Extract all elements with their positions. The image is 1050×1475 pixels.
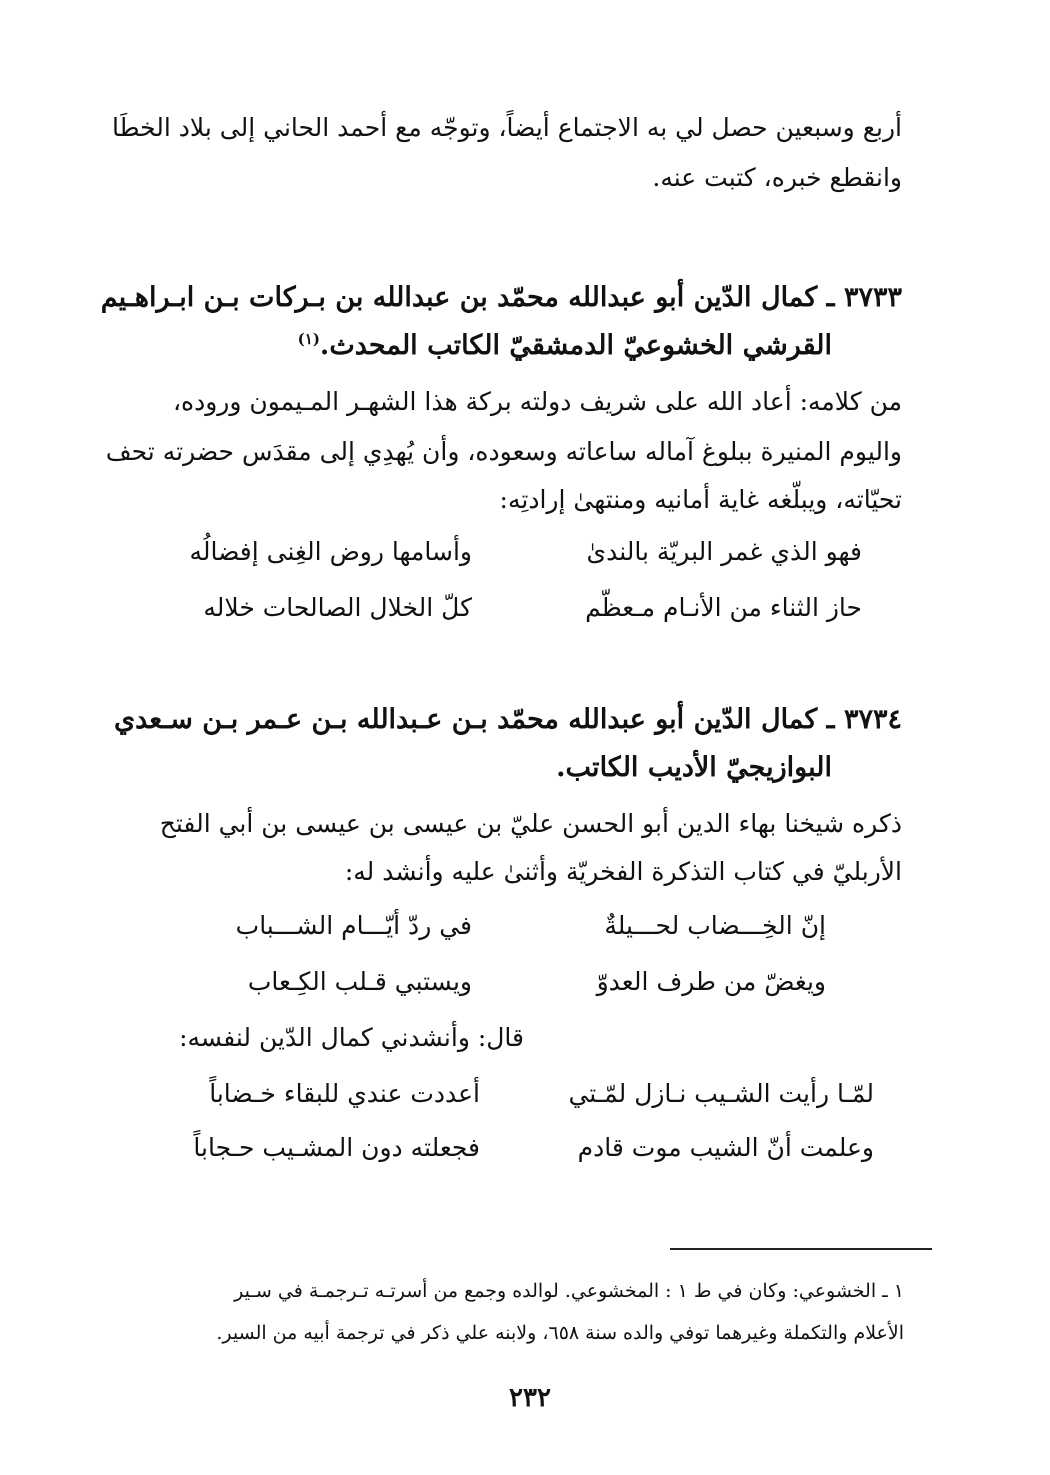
verse-hemistich-first: ويغضّ من طرف العدوّ xyxy=(596,967,826,996)
entry-3733-heading-line-2 xyxy=(298,326,832,366)
entry-3734-said-line: قال: وأنشدني كمال الدّين لنفسه: xyxy=(179,1023,524,1052)
verse-hemistich-second: وأسامها روض الغِنى إفضالُه xyxy=(189,537,472,566)
entry-3733-body-line-1: من كلامه: أعاد الله على شريف دولته بركة هذا الشهـر المـيمون وروده، xyxy=(172,387,902,416)
entry-3734-heading-line-2: البوازيجيّ الأديب الكاتب. xyxy=(556,752,832,783)
entry-3734-body-line-2: الأربليّ في كتاب التذكرة الفخريّة وأثنىٰ عليه وأنشد له: xyxy=(344,857,902,886)
footnote-line-1: ١ ـ الخشوعي: وكان في ط ١ : المخشوعي. لوالده وجمع من أسرتـه تـرجمـة في سـير xyxy=(234,1280,904,1302)
verse-hemistich-first: وعلمت أنّ الشيب موت قادم xyxy=(577,1133,874,1162)
entry-3733-body-line-3: تحيّاته، ويبلّغه غاية أمانيه ومنتهىٰ إرادتِه: xyxy=(499,485,902,514)
verse-hemistich-second: أعددت عندي للبقاء خـضاباً xyxy=(209,1079,480,1108)
entry-3734-body-line-1: ذكره شيخنا بهاء الدين أبو الحسن عليّ بن عيسى بن عيسى بن أبي الفتح xyxy=(159,809,902,838)
verse-hemistich-second: كلّ الخلال الصالحات خلاله xyxy=(203,593,472,622)
footnote-marker: (١) xyxy=(297,330,320,348)
verse-hemistich-second: ويستبي قـلب الكِـعاب xyxy=(247,967,472,996)
entry-3734-heading-line-1: ٣٧٣٤ ـ كمال الدّين أبو عبدالله محمّد بـن عـبدالله بـن عـمر بـن سـعدي xyxy=(113,704,902,735)
page-number: ٢٣٢ xyxy=(509,1383,551,1413)
verse-hemistich-first: حاز الثناء من الأنـام مـعظّم xyxy=(585,593,862,622)
verse-hemistich-first: إنّ الخِـــضاب لحـــيلةٌ xyxy=(604,911,826,940)
intro-line-2: وانقطع خبره، كتبت عنه. xyxy=(652,163,902,192)
verse-hemistich-second: فجعلته دون المشـيب حـجاباً xyxy=(193,1133,480,1162)
verse-hemistich-first: فهو الذي غمر البريّة بالندىٰ xyxy=(586,537,862,566)
verse-hemistich-second: في ردّ أيّـــام الشـــباب xyxy=(235,911,472,940)
footnote-separator xyxy=(670,1248,932,1250)
intro-line-1: أربع وسبعين حصل لي به الاجتماع أيضاً، وتوجّه مع أحمد الحاني إلى بلاد الخطَا xyxy=(112,113,902,142)
entry-3733-body-line-2: واليوم المنيرة ببلوغ آماله ساعاته وسعوده، وأن يُهدِي إلى مقدَس حضرته تحف xyxy=(105,437,902,466)
footnote-line-2: الأعلام والتكملة وغيرهما توفي والده سنة ٦٥٨، ولابنه علي ذكر في ترجمة أبيه من السير. xyxy=(216,1322,904,1344)
entry-3733-heading-line-1: ٣٧٣٣ ـ كمال الدّين أبو عبدالله محمّد بن عبدالله بن بـركات بـن ابـراهـيم xyxy=(100,282,902,313)
entry-3733-heading-text: القرشي الخشوعيّ الدمشقيّ الكاتب المحدث. xyxy=(319,330,832,361)
verse-hemistich-first: لمّـا رأيت الشـيب نـازل لمّـتي xyxy=(568,1079,874,1108)
